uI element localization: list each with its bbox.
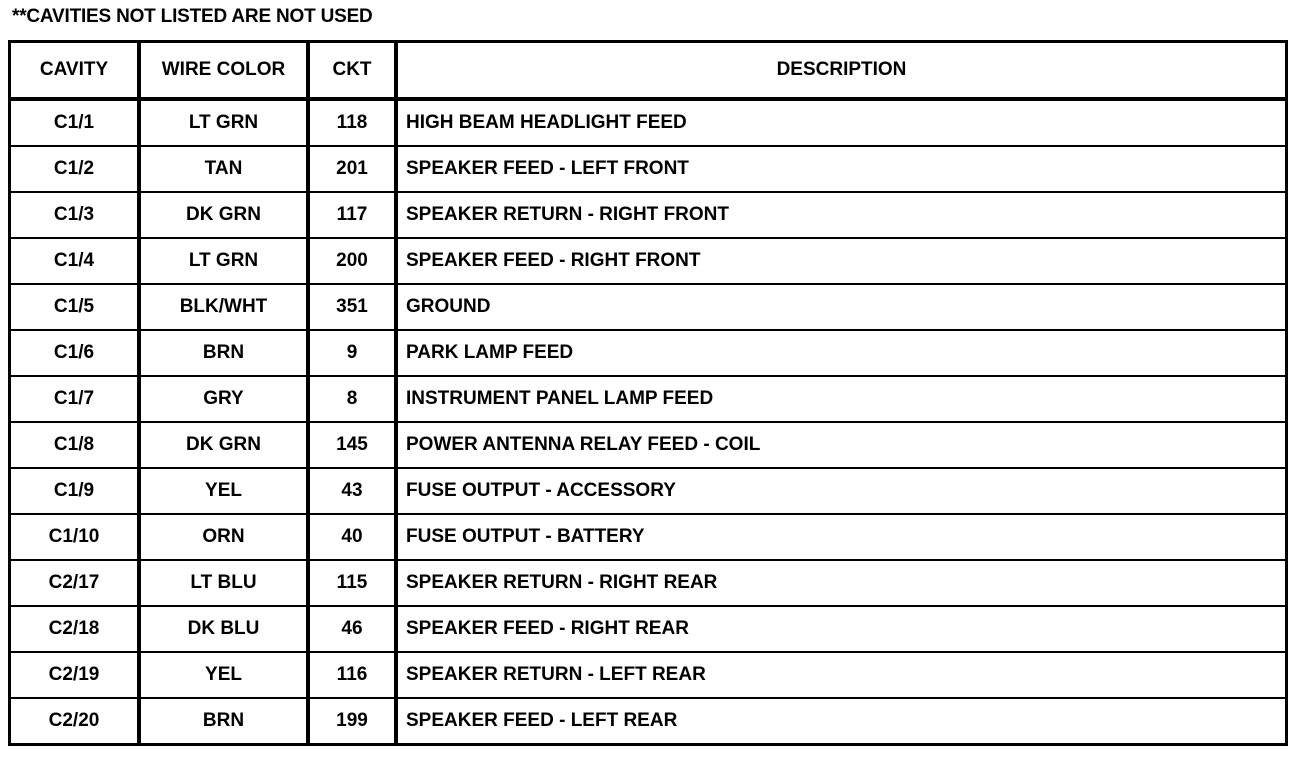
description-cell: INSTRUMENT PANEL LAMP FEED [396, 376, 1285, 422]
wire-color-cell: LT BLU [139, 560, 308, 606]
wire-color-cell: TAN [139, 146, 308, 192]
cavity-cell: C1/6 [11, 330, 139, 376]
wire-color-cell: YEL [139, 652, 308, 698]
cavity-cell: C1/9 [11, 468, 139, 514]
description-cell: GROUND [396, 284, 1285, 330]
ckt-cell: 118 [308, 99, 396, 146]
ckt-cell: 351 [308, 284, 396, 330]
wire-color-cell: LT GRN [139, 99, 308, 146]
table-row [11, 468, 1285, 514]
description-cell: SPEAKER RETURN - RIGHT FRONT [396, 192, 1285, 238]
wire-color-cell: ORN [139, 514, 308, 560]
table-body [11, 99, 1285, 743]
table-row [11, 606, 1285, 652]
ckt-cell: 115 [308, 560, 396, 606]
table-row [11, 652, 1285, 698]
table-row [11, 376, 1285, 422]
ckt-cell: 199 [308, 698, 396, 743]
cavity-cell: C1/3 [11, 192, 139, 238]
cavity-cell: C1/10 [11, 514, 139, 560]
ckt-cell: 145 [308, 422, 396, 468]
cavities-note: **CAVITIES NOT LISTED ARE NOT USED [12, 6, 373, 27]
table-row [11, 192, 1285, 238]
cavity-cell: C2/18 [11, 606, 139, 652]
wire-color-cell: DK GRN [139, 192, 308, 238]
cavity-cell: C1/4 [11, 238, 139, 284]
description-cell: POWER ANTENNA RELAY FEED - COIL [396, 422, 1285, 468]
wire-color-cell: DK GRN [139, 422, 308, 468]
table-row [11, 238, 1285, 284]
description-cell: FUSE OUTPUT - BATTERY [396, 514, 1285, 560]
description-cell: SPEAKER RETURN - LEFT REAR [396, 652, 1285, 698]
table-row [11, 698, 1285, 743]
description-cell: HIGH BEAM HEADLIGHT FEED [396, 99, 1285, 146]
description-cell: SPEAKER FEED - LEFT FRONT [396, 146, 1285, 192]
connector-pinout-table [8, 40, 1288, 746]
wire-color-cell: BRN [139, 330, 308, 376]
wire-color-cell: BRN [139, 698, 308, 743]
wire-color-cell: GRY [139, 376, 308, 422]
table-row [11, 99, 1285, 146]
description-cell: PARK LAMP FEED [396, 330, 1285, 376]
cavity-cell: C1/8 [11, 422, 139, 468]
ckt-cell: 9 [308, 330, 396, 376]
wire-color-cell: YEL [139, 468, 308, 514]
header-row [11, 43, 1285, 99]
header-cavity: CAVITY [11, 43, 139, 99]
wire-color-cell: LT GRN [139, 238, 308, 284]
description-cell: SPEAKER FEED - RIGHT REAR [396, 606, 1285, 652]
ckt-cell: 40 [308, 514, 396, 560]
ckt-cell: 8 [308, 376, 396, 422]
ckt-cell: 116 [308, 652, 396, 698]
table-row [11, 560, 1285, 606]
cavity-cell: C1/2 [11, 146, 139, 192]
ckt-cell: 117 [308, 192, 396, 238]
description-cell: SPEAKER FEED - RIGHT FRONT [396, 238, 1285, 284]
cavity-cell: C2/17 [11, 560, 139, 606]
description-cell: SPEAKER RETURN - RIGHT REAR [396, 560, 1285, 606]
cavity-cell: C1/7 [11, 376, 139, 422]
header-wire-color: WIRE COLOR [139, 43, 308, 99]
table-row [11, 422, 1285, 468]
table-row [11, 146, 1285, 192]
table-row [11, 284, 1285, 330]
header-ckt: CKT [308, 43, 396, 99]
header-description: DESCRIPTION [396, 43, 1285, 99]
wire-color-cell: BLK/WHT [139, 284, 308, 330]
wire-color-cell: DK BLU [139, 606, 308, 652]
ckt-cell: 201 [308, 146, 396, 192]
table-row [11, 514, 1285, 560]
ckt-cell: 200 [308, 238, 396, 284]
description-cell: FUSE OUTPUT - ACCESSORY [396, 468, 1285, 514]
ckt-cell: 43 [308, 468, 396, 514]
pinout-table [11, 43, 1285, 743]
ckt-cell: 46 [308, 606, 396, 652]
description-cell: SPEAKER FEED - LEFT REAR [396, 698, 1285, 743]
cavity-cell: C2/20 [11, 698, 139, 743]
table-row [11, 330, 1285, 376]
cavity-cell: C2/19 [11, 652, 139, 698]
cavity-cell: C1/5 [11, 284, 139, 330]
cavity-cell: C1/1 [11, 99, 139, 146]
